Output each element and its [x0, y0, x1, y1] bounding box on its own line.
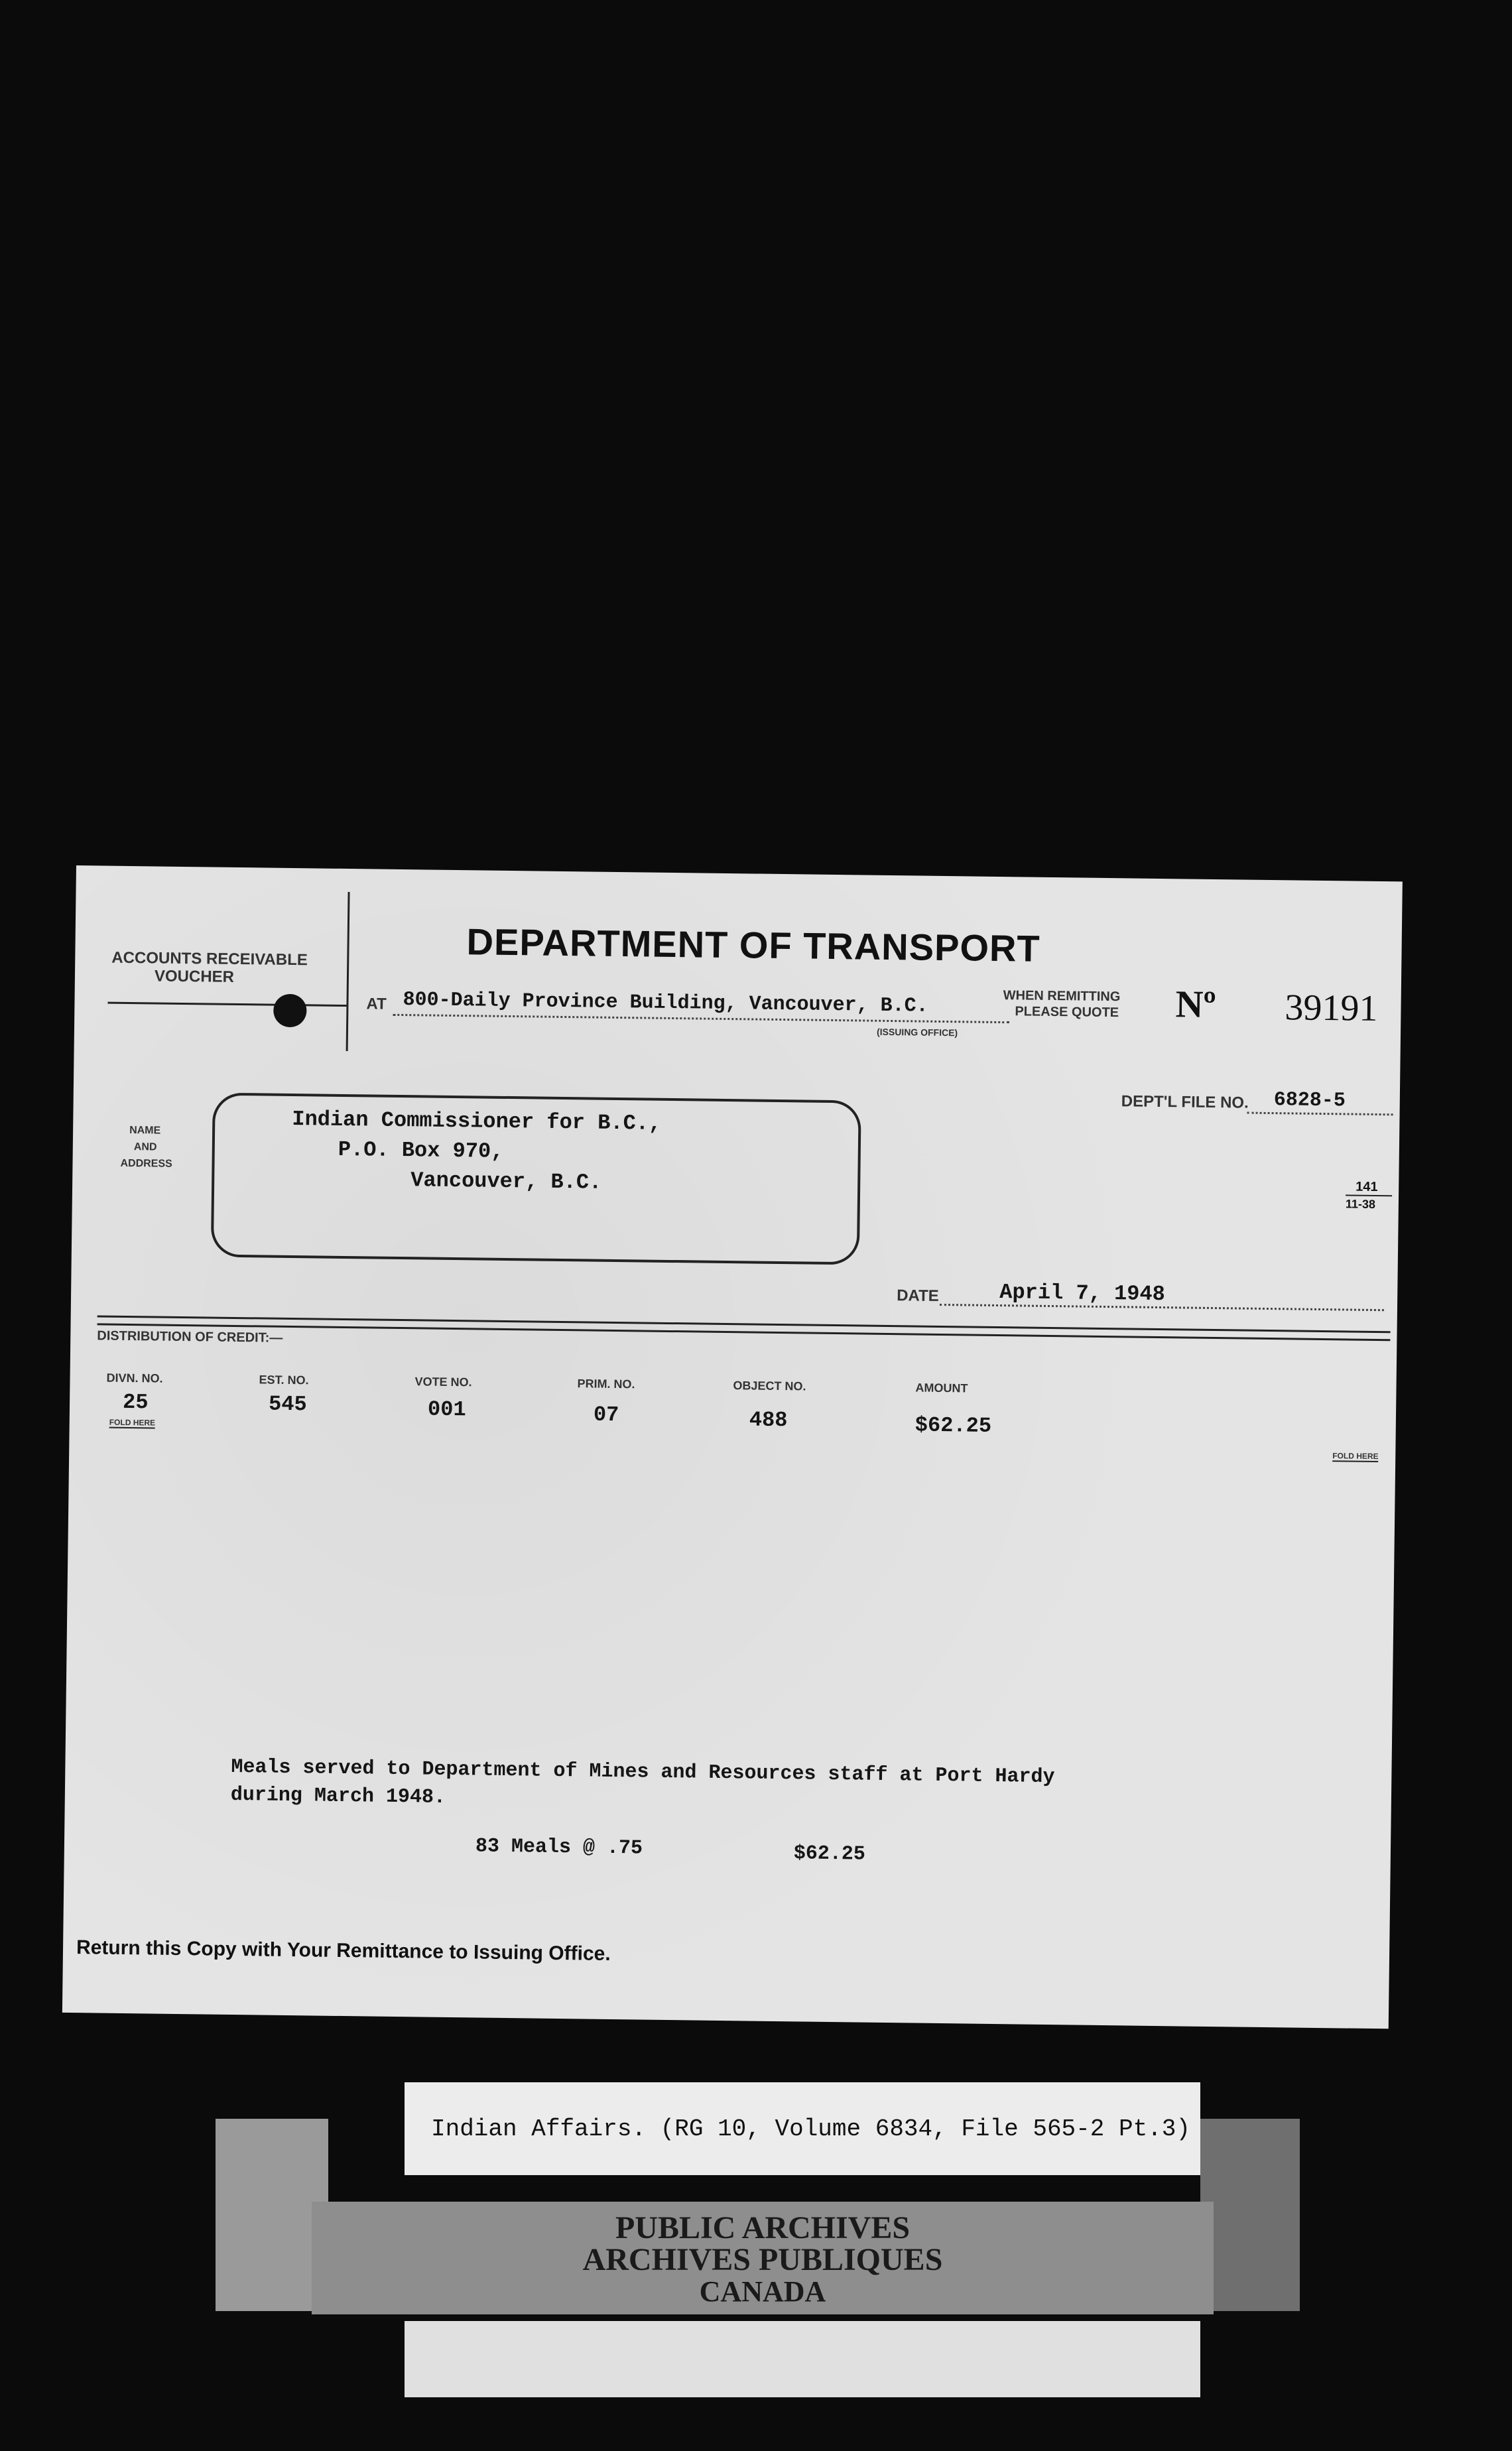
address-line-2: P.O. Box 970, [338, 1137, 504, 1164]
column-value-prim: 07 [593, 1402, 619, 1428]
deptl-file-underline [1247, 1112, 1393, 1116]
column-value-object: 488 [749, 1407, 788, 1433]
description-line-2: during March 1948. [230, 1783, 446, 1809]
number-label: Nº [1175, 982, 1216, 1027]
distribution-label: DISTRIBUTION OF CREDIT:— [97, 1328, 283, 1346]
calculation-text: 83 Meals @ .75 [475, 1835, 643, 1860]
column-value-est: 545 [268, 1391, 307, 1417]
archives-stamp [312, 2202, 1214, 2314]
voucher-type-line1: ACCOUNTS RECEIVABLE [111, 948, 308, 970]
column-value-divn: 25 [122, 1389, 149, 1415]
archive-reference-text: Indian Affairs. (RG 10, Volume 6834, File 565-2 Pt.3) [431, 2115, 1190, 2143]
fold-here-right: FOLD HERE [1332, 1451, 1379, 1462]
footer-note: Return this Copy with Your Remittance to Issuing Office. [76, 1936, 611, 1965]
department-title: DEPARTMENT OF TRANSPORT [466, 920, 1041, 970]
header-divider [107, 1002, 346, 1007]
stamp-line-3: CANADA [699, 2275, 826, 2308]
and-label: AND [133, 1141, 157, 1153]
deptl-file-value: 6828-5 [1273, 1089, 1346, 1113]
date-label: DATE [897, 1287, 939, 1305]
archive-reference-label [405, 2082, 1200, 2175]
archive-tab-right [1200, 2119, 1300, 2311]
column-header-prim: PRIM. NO. [577, 1377, 635, 1391]
when-remitting-line1: WHEN REMITTING [1003, 988, 1121, 1005]
column-header-vote: VOTE NO. [414, 1375, 472, 1389]
voucher-number: 39191 [1285, 987, 1378, 1029]
name-label: NAME [129, 1125, 161, 1137]
when-remitting-line2: PLEASE QUOTE [1015, 1004, 1119, 1021]
distribution-rule-1 [97, 1315, 1391, 1333]
form-code-divider [1346, 1194, 1392, 1196]
date-value: April 7, 1948 [999, 1280, 1166, 1307]
column-header-est: EST. NO. [259, 1373, 309, 1387]
address-line-1: Indian Commissioner for B.C., [292, 1107, 662, 1136]
voucher-type-line2: VOUCHER [154, 967, 235, 986]
header-vertical-rule [346, 892, 350, 1051]
address-label: ADDRESS [120, 1157, 172, 1170]
stamp-line-1: PUBLIC ARCHIVES [615, 2210, 911, 2245]
column-value-vote: 001 [427, 1397, 466, 1422]
column-value-amount: $62.25 [914, 1413, 992, 1438]
punch-hole [273, 994, 307, 1028]
column-header-divn: DIVN. NO. [106, 1371, 163, 1385]
form-code-bottom: 11-38 [1345, 1197, 1376, 1211]
deptl-file-label: DEPT'L FILE NO. [1121, 1092, 1249, 1112]
description-line-1: Meals served to Department of Mines and Resources staff at Port Hardy [231, 1755, 1055, 1789]
at-label: AT [366, 995, 387, 1013]
archive-bottom-strip [405, 2321, 1200, 2397]
issuing-office-caption: (ISSUING OFFICE) [876, 1026, 958, 1038]
form-code-top: 141 [1355, 1179, 1378, 1195]
calculation-total: $62.25 [793, 1842, 866, 1866]
issuing-office-value: 800-Daily Province Building, Vancouver, B.C. [403, 989, 928, 1018]
fold-here-left: FOLD HERE [109, 1417, 156, 1428]
stamp-line-2: ARCHIVES PUBLIQUES [582, 2242, 943, 2277]
column-header-amount: AMOUNT [915, 1381, 968, 1395]
column-header-object: OBJECT NO. [733, 1379, 806, 1393]
address-line-3: Vancouver, B.C. [410, 1168, 602, 1195]
distribution-rule-2 [97, 1323, 1391, 1341]
accounts-receivable-voucher [62, 865, 1403, 2029]
